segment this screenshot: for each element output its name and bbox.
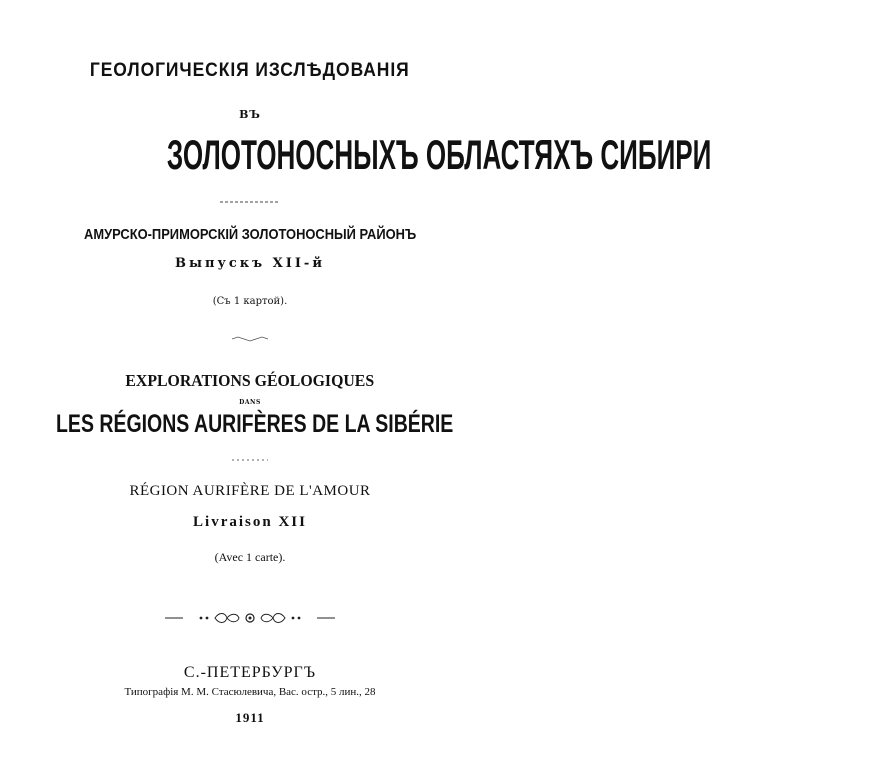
french-region: RÉGION AURIFÈRE DE L'AMOUR [129, 483, 371, 499]
russian-title-line-3: ЗОЛОТОНОСНЫХЪ ОБЛАСТЯХЪ СИБИРИ [166, 131, 712, 178]
ornamental-divider [0, 610, 500, 626]
french-title-line-2: DANS [239, 399, 261, 406]
french-title-line-1: EXPLORATIONS GÉOLOGIQUES [125, 371, 375, 390]
russian-map-note: (Съ 1 картой). [212, 296, 288, 307]
french-issue: Livraison XII [193, 514, 307, 530]
imprint-press: Типографiя М. М. Стасюлевича, Вас. остр., 5 лин., 28 [124, 686, 376, 698]
french-title-line-3: LES RÉGIONS AURIFÈRES DE LA SIBÉRIE [56, 410, 454, 438]
russian-issue: Выпускъ XII-й [175, 256, 325, 271]
imprint-city: С.-ПЕТЕРБУРГЪ [183, 664, 317, 681]
divider-ornament-small-1 [0, 336, 500, 342]
divider-dots [0, 458, 500, 462]
divider-rule-1 [0, 200, 500, 204]
russian-district: АМУРСКО-ПРИМОРСКIЙ ЗОЛОТОНОСНЫЙ РАЙОНЪ [83, 226, 417, 243]
french-map-note: (Avec 1 carte). [214, 550, 286, 564]
russian-title-line-1: ГЕОЛОГИЧЕСКIЯ ИЗСЛѢДОВАНIЯ [90, 60, 410, 81]
russian-title-line-2: ВЪ [239, 108, 261, 121]
imprint-year: 1911 [235, 710, 265, 725]
